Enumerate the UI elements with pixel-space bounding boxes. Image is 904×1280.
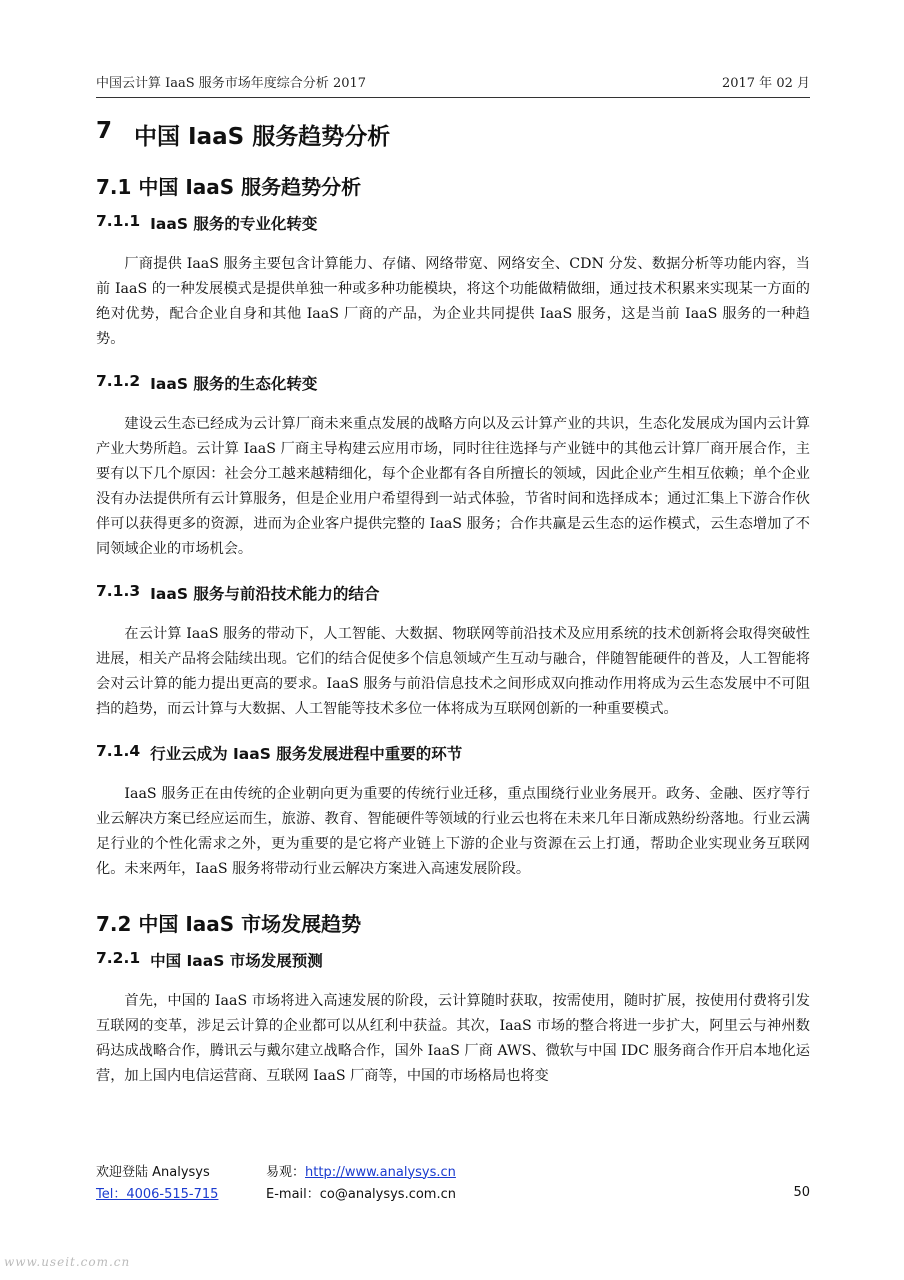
heading-7-2: 7.2 中国 IaaS 市场发展趋势 xyxy=(96,912,362,936)
paragraph-7-2-1: 首先，中国的 IaaS 市场将进入高速发展的阶段，云计算随时获取，按需使用，随时扩展，按使用付费将引发互联网的变革，涉足云计算的企业都可以从红利中获益。其次，IaaS 市场的整合将进一步扩大，阿里云与神州数码达成战略合作，腾讯云与戴尔建立战略合作，国外 IaaS 厂商 AWS、微软与中国 IDC 服务商合作开启本地化运营，加上国内电信运营商、互联网 IaaS 厂商等，中国的市场格局也将变 xyxy=(96,993,810,1084)
paragraph-7-1-3: 在云计算 IaaS 服务的带动下，人工智能、大数据、物联网等前沿技术及应用系统的技术创新将会取得突破性进展，相关产品将会陆续出现。它们的结合促使多个信息领域产生互动与融合，伴随智能硬件的普及，人工智能将会对云计算的能力提出更高的要求。IaaS 服务与前沿信息技术之间形成双向推动作用将成为云生态发展中不可阻挡的趋势，而云计算与大数据、人工智能等技术多位一体将成为互联网创新的一种重要模式。 xyxy=(96,626,810,717)
footer-tel-link[interactable]: Tel：4006-515-715 xyxy=(96,1186,219,1202)
heading-7-1-4-number: 7.1.4 xyxy=(96,742,141,760)
heading-7-2-1-title: 中国 IaaS 市场发展预测 xyxy=(150,952,323,970)
footer-row-2 xyxy=(96,1181,810,1203)
footer-site-link[interactable]: http://www.analysys.cn xyxy=(305,1164,456,1180)
heading-7-number: 7 xyxy=(96,118,113,144)
heading-7-title: 中国 IaaS 服务趋势分析 xyxy=(134,124,391,150)
heading-7-1-4 xyxy=(96,742,810,764)
footer-site xyxy=(266,1161,810,1180)
heading-7-1-1 xyxy=(96,212,810,234)
heading-7 xyxy=(96,118,810,151)
footer-email: E-mail：co@analysys.com.cn xyxy=(266,1186,456,1202)
heading-7-2-1-number: 7.2.1 xyxy=(96,949,141,967)
heading-7-1-2-number: 7.1.2 xyxy=(96,372,141,390)
heading-7-1: 7.1 中国 IaaS 服务趋势分析 xyxy=(96,175,362,199)
paragraph-7-1-1: 厂商提供 IaaS 服务主要包含计算能力、存储、网络带宽、网络安全、CDN 分发、数据分析等功能内容，当前 IaaS 的一种发展模式是提供单独一种或多种功能模块，将这个功能做精做细，通过技术积累来实现某一方面的绝对优势，配合企业自身和其他 IaaS 厂商的产品，为企业共同提供 IaaS 服务，这是当前 IaaS 服务的一种趋势。 xyxy=(96,256,810,347)
heading-7-1-3-number: 7.1.3 xyxy=(96,582,141,600)
paragraph-7-1-2: 建设云生态已经成为云计算厂商未来重点发展的战略方向以及云计算产业的共识，生态化发展成为国内云计算产业大势所趋。云计算 IaaS 厂商主导构建云应用市场，同时往往选择与产业链中的其他云计算厂商开展合作，主要有以下几个原因：社会分工越来越精细化，每个企业都有各自所擅长的领域，因此企业产生相互依赖；单个企业没有办法提供所有云计算服务，但是企业用户希望得到一站式体验，节省时间和选择成本；通过汇集上下游合作伙伴可以获得更多的资源，进而为企业客户提供完整的 IaaS 服务；合作共赢是云生态的运作模式，云生态增加了不同领域企业的市场机会。 xyxy=(96,416,810,557)
page-content xyxy=(96,112,810,1089)
header-title: 中国云计算 IaaS 服务市场年度综合分析 2017 xyxy=(96,76,367,91)
page-footer xyxy=(96,1159,810,1203)
heading-7-1-1-number: 7.1.1 xyxy=(96,212,141,230)
heading-7-1-1-title: IaaS 服务的专业化转变 xyxy=(150,215,318,233)
heading-7-1-4-title: 行业云成为 IaaS 服务发展进程中重要的环节 xyxy=(150,745,463,763)
header-date: 2017 年 02 月 xyxy=(721,76,810,91)
page-number: 50 xyxy=(793,1184,810,1200)
heading-7-1-2-title: IaaS 服务的生态化转变 xyxy=(150,375,318,393)
footer-site-label: 易观： xyxy=(266,1164,306,1180)
heading-7-1-3 xyxy=(96,582,810,604)
footer-row-1 xyxy=(96,1159,810,1181)
heading-7-1-2 xyxy=(96,372,810,394)
heading-7-2-1 xyxy=(96,949,810,971)
watermark: www.useit.com.cn xyxy=(4,1255,131,1269)
footer-welcome: 欢迎登陆 Analysys xyxy=(96,1164,210,1180)
heading-7-1-3-title: IaaS 服务与前沿技术能力的结合 xyxy=(150,585,380,603)
page-header xyxy=(96,72,810,98)
paragraph-7-1-4: IaaS 服务正在由传统的企业朝向更为重要的传统行业迁移，重点围绕行业业务展开。政务、金融、医疗等行业云解决方案已经应运而生，旅游、教育、智能硬件等领域的行业云也将在未来几年日渐成熟纷纷落地。行业云满足行业的个性化需求之外，更为重要的是它将产业链上下游的企业与资源在云上打通，帮助企业实现业务互联网化。未来两年，IaaS 服务将带动行业云解决方案进入高速发展阶段。 xyxy=(96,786,810,877)
